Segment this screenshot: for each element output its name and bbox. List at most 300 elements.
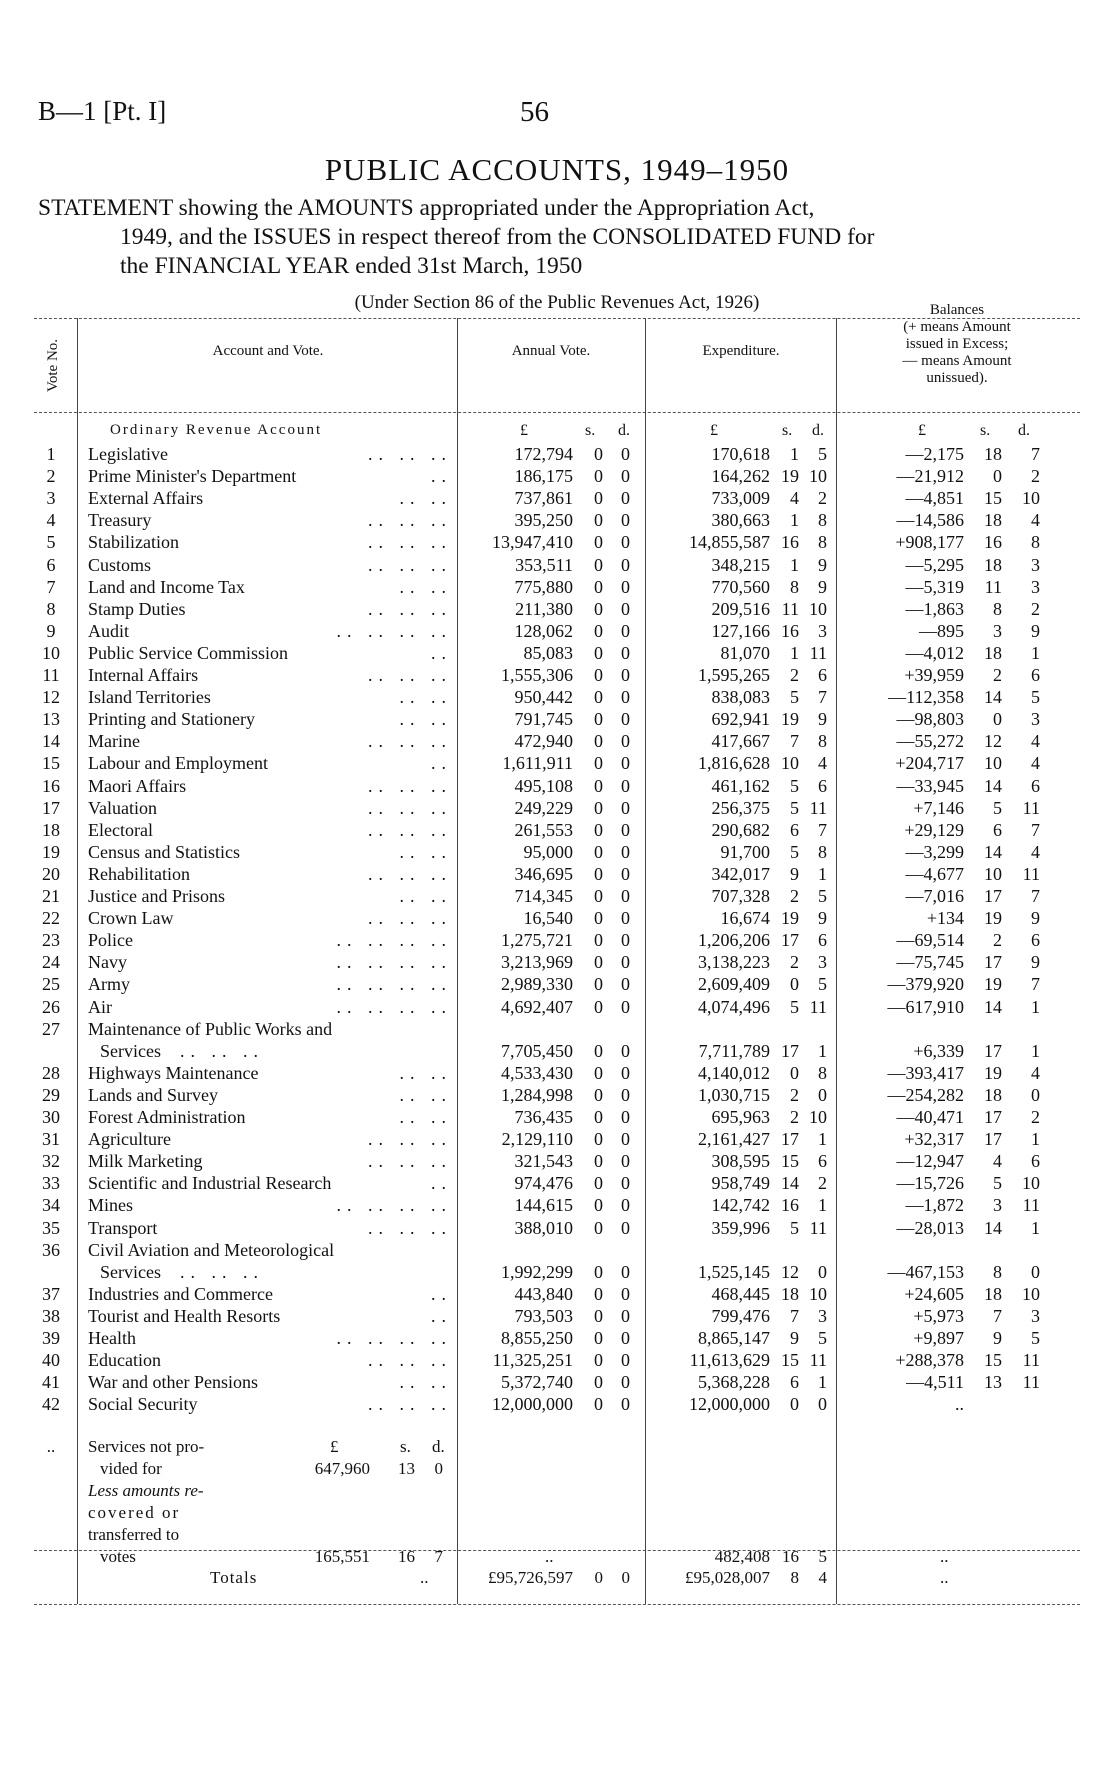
annual-vote-shillings: 0: [594, 488, 603, 509]
annual-vote-pounds: 2,989,330: [501, 974, 573, 995]
balance-pence: 6: [1031, 775, 1040, 796]
table-row: [0, 996, 1114, 1018]
balance-shillings: 8: [993, 598, 1002, 619]
table-row: [0, 1128, 1114, 1150]
annual-vote-pence: 0: [621, 886, 630, 906]
expenditure-shillings: 0: [790, 974, 799, 995]
services-amount-2-s: 16: [398, 1547, 415, 1566]
balance-shillings: 19: [984, 974, 1002, 995]
balance-pounds: +32,317: [904, 1129, 964, 1150]
expenditure-pounds: 359,996: [711, 1217, 770, 1238]
annual-vote-pence: 0: [621, 444, 630, 464]
balance-pounds: +24,605: [904, 1283, 964, 1304]
expenditure-shillings: 15: [781, 1151, 799, 1172]
balance-pounds: +29,129: [904, 819, 964, 840]
balance-pounds: —15,726: [896, 1173, 964, 1194]
balance-shillings: 9: [993, 1328, 1002, 1348]
account-name: Transport: [88, 1217, 158, 1238]
expenditure-pence: 11: [809, 1217, 827, 1238]
expenditure-pounds: 733,009: [711, 488, 770, 509]
balance-pounds: —617,910: [887, 996, 964, 1017]
page-number: 56: [520, 96, 549, 128]
annual-vote-pounds: 186,175: [514, 466, 573, 487]
vote-number: 40: [42, 1350, 60, 1371]
table-row: [0, 797, 1114, 819]
balance-shillings: 3: [993, 1195, 1002, 1216]
balance-pence: 1: [1031, 996, 1040, 1017]
account-name: Census and Statistics: [88, 841, 240, 862]
annual-vote-shillings: 0: [594, 1040, 603, 1061]
vote-number: 37: [42, 1283, 60, 1304]
table-row: [0, 554, 1114, 576]
expenditure-pence: 5: [818, 974, 827, 995]
annual-vote-pounds: 16,540: [523, 908, 573, 929]
table-row: [0, 1327, 1114, 1349]
balance-shillings: 15: [984, 488, 1002, 509]
expenditure-pounds: 91,700: [720, 841, 770, 862]
table-row: [0, 1217, 1114, 1239]
annual-vote-shillings: 0: [594, 709, 603, 730]
leader-dots: .. .. .. ..: [336, 930, 452, 951]
annual-vote-pounds: 321,543: [514, 1151, 573, 1172]
balance-pounds: —1,872: [905, 1195, 964, 1216]
expenditure-shillings: 5: [790, 775, 799, 796]
balance-pence: 1: [1031, 642, 1040, 663]
balance-shillings: 3: [993, 620, 1002, 641]
annual-vote-pounds: 95,000: [523, 841, 573, 862]
balance-pence: 8: [1031, 532, 1040, 553]
account-name-continued: Services: [100, 1261, 161, 1282]
account-name: Land and Income Tax: [88, 576, 245, 597]
expenditure-shillings: 1: [790, 554, 799, 575]
balance-pence: 3: [1031, 709, 1040, 730]
account-name: Education: [88, 1350, 161, 1371]
services-line-3: Less amounts re-: [88, 1481, 204, 1500]
annual-vote-pence: 0: [621, 841, 630, 862]
balance-pence: 4: [1031, 1062, 1040, 1083]
account-name: Forest Administration: [88, 1107, 246, 1127]
totals-annual-s: 0: [594, 1568, 603, 1587]
annual-vote-pence: 0: [621, 642, 630, 663]
leader-dots: .. ..: [399, 576, 452, 597]
expenditure-pence: 10: [809, 1107, 827, 1127]
expenditure-shillings: 19: [781, 709, 799, 730]
expenditure-pounds: 692,941: [711, 709, 770, 730]
leader-dots: .. .. ..: [368, 731, 452, 752]
annual-vote-shillings: 0: [594, 1195, 603, 1216]
balance-shillings: 12: [984, 731, 1002, 752]
expenditure-shillings: 16: [781, 1195, 799, 1216]
account-name: Stamp Duties: [88, 598, 186, 619]
annual-vote-shillings: 0: [594, 687, 603, 708]
annual-vote-pence: 0: [621, 1350, 630, 1371]
annual-vote-pounds: 737,861: [514, 488, 573, 509]
totals-leader: ..: [420, 1568, 429, 1587]
annual-vote-shillings: 0: [594, 532, 603, 553]
table-row: [0, 1062, 1114, 1084]
table-row: [0, 443, 1114, 465]
annual-vote-pounds: 395,250: [514, 510, 573, 531]
annual-vote-pounds: 7,705,450: [501, 1040, 573, 1061]
expenditure-shillings: 16: [781, 620, 799, 641]
account-name-continued: Services: [100, 1040, 161, 1061]
document-title: PUBLIC ACCOUNTS, 1949–1950: [324, 152, 790, 187]
annual-vote-pounds: 1,284,998: [501, 1084, 573, 1105]
balance-pence: 1: [1031, 1040, 1040, 1061]
expenditure-pence: 1: [818, 1372, 827, 1393]
balance-pounds: ..: [955, 1394, 964, 1415]
balance-shillings: 14: [984, 996, 1002, 1017]
totals-expenditure-d: 4: [818, 1568, 827, 1587]
balance-pounds: —98,803: [896, 709, 964, 730]
leader-dots: .. ..: [399, 709, 452, 730]
expenditure-pence: 3: [818, 1305, 827, 1326]
expenditure-pence: 5: [818, 886, 827, 906]
annual-vote-pence: 0: [621, 1151, 630, 1172]
account-name: Valuation: [88, 797, 157, 818]
annual-vote-pence: 0: [621, 1129, 630, 1150]
balance-pounds: —895: [919, 620, 964, 641]
account-name: Civil Aviation and Meteorological: [88, 1239, 335, 1260]
expenditure-pounds: 461,162: [711, 775, 770, 796]
exp-s-unit: s.: [782, 422, 793, 439]
vote-number: 30: [42, 1107, 60, 1127]
account-name: Tourist and Health Resorts: [88, 1305, 281, 1326]
expenditure-pounds: 348,215: [711, 554, 770, 575]
annual-vote-shillings: 0: [594, 665, 603, 685]
expenditure-pence: 9: [818, 554, 827, 575]
annual-vote-pounds: 472,940: [514, 731, 573, 752]
balance-shillings: 0: [993, 466, 1002, 487]
balance-shillings: 17: [984, 952, 1002, 973]
vote-number: 39: [42, 1328, 60, 1348]
expenditure-pounds: 290,682: [711, 819, 770, 840]
table-row: [0, 509, 1114, 531]
expenditure-shillings: 5: [790, 996, 799, 1017]
table-row: [0, 929, 1114, 951]
leader-dots: .. .. .. ..: [336, 952, 452, 973]
leader-dots: .. .. ..: [368, 819, 452, 840]
vote-number: 25: [42, 974, 60, 995]
annual-vote-pounds: 1,611,911: [502, 753, 573, 774]
expenditure-pence: 3: [818, 952, 827, 973]
vote-number: 20: [42, 863, 60, 884]
annual-vote-pence: 0: [621, 1040, 630, 1061]
table-row: [0, 752, 1114, 774]
balance-pounds: —7,016: [905, 886, 964, 906]
annual-vote-pounds: 3,213,969: [501, 952, 573, 973]
table-row: [0, 664, 1114, 686]
balance-pounds: —4,511: [906, 1372, 964, 1393]
annual-vote-pence: 0: [621, 753, 630, 774]
vote-number: 33: [42, 1173, 60, 1194]
account-name: Rehabilitation: [88, 863, 190, 884]
annual-vote-pence: 0: [621, 1305, 630, 1326]
annual-vote-pence: 0: [621, 709, 630, 730]
expenditure-shillings: 5: [790, 687, 799, 708]
totals-label: Totals: [210, 1568, 258, 1587]
leader-dots: .. .. ..: [368, 908, 452, 929]
balance-pence: 4: [1031, 841, 1040, 862]
balance-pounds: +5,973: [913, 1305, 964, 1326]
expenditure-pence: 6: [818, 1151, 827, 1172]
exp-d-unit: d.: [812, 422, 824, 439]
expenditure-shillings: 5: [790, 841, 799, 862]
expenditure-pounds: 4,074,496: [698, 996, 770, 1017]
expenditure-pence: 6: [818, 665, 827, 685]
expenditure-pence: 8: [818, 731, 827, 752]
balance-shillings: 5: [993, 797, 1002, 818]
vote-number: 24: [42, 952, 60, 973]
services-expenditure-s: 16: [782, 1547, 799, 1566]
annual-vote-pounds: 11,325,251: [492, 1350, 573, 1371]
balance-pence: 9: [1031, 620, 1040, 641]
vote-number: 28: [42, 1062, 60, 1083]
bal-pound-unit: £: [918, 422, 926, 439]
vote-number: 15: [42, 753, 60, 774]
annual-vote-pence: 0: [621, 554, 630, 575]
totals-balance: ..: [940, 1568, 949, 1587]
vote-number: 42: [42, 1394, 60, 1415]
totals-annual-d: 0: [621, 1568, 630, 1587]
leader-dots: .. ..: [399, 488, 452, 509]
balance-shillings: 17: [984, 1040, 1002, 1061]
balance-pounds: —12,947: [896, 1151, 964, 1172]
balance-pounds: +288,378: [895, 1350, 964, 1371]
vote-number: 31: [42, 1129, 60, 1150]
vote-number: 36: [42, 1239, 60, 1260]
leader-dots: .. .. .. ..: [336, 1195, 452, 1216]
annual-vote-pence: 0: [621, 1283, 630, 1304]
expenditure-pence: 9: [818, 576, 827, 597]
annual-vote-shillings: 0: [594, 576, 603, 597]
annual-vote-pence: 0: [621, 620, 630, 641]
section-heading: Ordinary Revenue Account: [110, 422, 323, 438]
annual-vote-shillings: 0: [594, 908, 603, 929]
table-row: [0, 1106, 1114, 1128]
annual-vote-pounds: 793,503: [514, 1305, 573, 1326]
account-name: Maintenance of Public Works and: [88, 1018, 333, 1039]
expenditure-shillings: 14: [781, 1173, 799, 1194]
table-row: [0, 841, 1114, 863]
services-line-1: Services not pro-: [88, 1437, 205, 1456]
annual-vote-shillings: 0: [594, 554, 603, 575]
vote-number: 5: [46, 532, 56, 553]
expenditure-pence: 4: [818, 753, 827, 774]
table-row: [0, 885, 1114, 907]
balance-pence: 4: [1031, 731, 1040, 752]
expenditure-pence: 7: [818, 687, 827, 708]
balance-pence: 11: [1022, 1350, 1040, 1371]
balance-shillings: 15: [984, 1350, 1002, 1371]
annual-vote-shillings: 0: [594, 1107, 603, 1127]
account-name: Health: [88, 1328, 136, 1348]
vote-number: 1: [46, 444, 56, 464]
expenditure-pounds: 1,030,715: [698, 1084, 770, 1105]
account-name: Internal Affairs: [88, 665, 199, 685]
expenditure-pounds: 958,749: [711, 1173, 770, 1194]
annual-vote-pounds: 346,695: [514, 863, 573, 884]
expenditure-shillings: 11: [781, 598, 799, 619]
annual-vote-shillings: 0: [594, 510, 603, 531]
balance-pence: 4: [1031, 753, 1040, 774]
expenditure-pounds: 170,618: [711, 444, 770, 464]
annual-vote-pounds: 974,476: [514, 1173, 573, 1194]
expenditure-pounds: 8,865,147: [698, 1328, 770, 1348]
balance-shillings: 13: [984, 1372, 1002, 1393]
annual-vote-pounds: 714,345: [514, 886, 573, 906]
annual-vote-shillings: 0: [594, 598, 603, 619]
expenditure-pence: 10: [809, 598, 827, 619]
account-name: Navy: [88, 952, 127, 973]
expenditure-shillings: 7: [790, 731, 799, 752]
expenditure-shillings: 2: [790, 886, 799, 906]
services-amount-1: 647,960: [314, 1459, 370, 1478]
page-ref: B—1 [Pt. I]: [38, 96, 167, 126]
leader-dots: .. .. ..: [368, 1151, 452, 1172]
annual-vote-shillings: 0: [594, 797, 603, 818]
annual-vote-shillings: 0: [594, 642, 603, 663]
expenditure-pounds: 2,161,427: [698, 1129, 770, 1150]
vote-number: 29: [42, 1084, 60, 1105]
expenditure-pence: 1: [818, 1195, 827, 1216]
expenditure-pounds: 81,070: [720, 642, 770, 663]
account-name: Agriculture: [88, 1129, 171, 1150]
leader-dots: .. ..: [399, 841, 452, 862]
services-line-6: votes: [100, 1547, 136, 1566]
balance-shillings: 19: [984, 1062, 1002, 1083]
balance-pence: 9: [1031, 952, 1040, 973]
annual-vote-shillings: 0: [594, 1394, 603, 1415]
vote-number: 2: [46, 466, 56, 487]
account-name: Social Security: [88, 1394, 198, 1415]
annual-vote-pounds: 4,533,430: [501, 1062, 573, 1083]
annual-vote-pence: 0: [621, 1328, 630, 1348]
vote-number: 38: [42, 1305, 60, 1326]
expenditure-pounds: 12,000,000: [689, 1394, 770, 1415]
table-row: [0, 863, 1114, 885]
expenditure-pence: 11: [809, 797, 827, 818]
annual-vote-pounds: 353,511: [515, 554, 573, 575]
totals-expenditure: £95,028,007: [685, 1568, 770, 1587]
expenditure-pence: 2: [818, 488, 827, 509]
annual-vote-pence: 0: [621, 1261, 630, 1282]
leader-dots: ..: [431, 1173, 452, 1194]
balance-pounds: +204,717: [895, 753, 964, 774]
balance-pence: 7: [1031, 444, 1040, 464]
table-row: [0, 1393, 1114, 1415]
services-pound-unit: £: [330, 1437, 339, 1456]
account-name: Milk Marketing: [88, 1151, 203, 1172]
column-head-expenditure: Expenditure.: [702, 343, 780, 359]
services-line-2: vided for: [100, 1459, 162, 1478]
annual-vote-shillings: 0: [594, 775, 603, 796]
expenditure-shillings: 1: [790, 642, 799, 663]
table-row: [0, 730, 1114, 752]
balance-pounds: —14,586: [896, 510, 964, 531]
table-row: [0, 487, 1114, 509]
annual-vote-pounds: 249,229: [514, 797, 573, 818]
annual-vote-shillings: 0: [594, 753, 603, 774]
account-name: War and other Pensions: [88, 1372, 259, 1393]
expenditure-shillings: 2: [790, 665, 799, 685]
balance-pence: 5: [1031, 1328, 1040, 1348]
expenditure-pounds: 770,560: [711, 576, 770, 597]
annual-vote-pounds: 2,129,110: [501, 1129, 573, 1150]
expenditure-shillings: 19: [781, 466, 799, 487]
expenditure-pounds: 16,674: [720, 908, 770, 929]
services-amount-1-s: 13: [398, 1459, 415, 1478]
leader-dots: .. .. ..: [368, 1394, 452, 1415]
account-name: Police: [88, 930, 133, 951]
annual-vote-shillings: 0: [594, 466, 603, 487]
balance-shillings: 4: [993, 1151, 1002, 1172]
annual-vote-pounds: 1,275,721: [501, 930, 573, 951]
vote-number: 3: [46, 488, 56, 509]
expenditure-pence: 9: [818, 908, 827, 929]
balance-shillings: 18: [984, 554, 1002, 575]
leader-dots: .. .. ..: [368, 532, 452, 553]
table-row: [0, 951, 1114, 973]
expenditure-pounds: 417,667: [711, 731, 770, 752]
balance-pence: 2: [1031, 466, 1040, 487]
leader-dots: .. ..: [399, 1372, 452, 1393]
annual-vote-shillings: 0: [594, 1084, 603, 1105]
expenditure-pence: 11: [809, 642, 827, 663]
annual-vote-shillings: 0: [594, 1151, 603, 1172]
expenditure-shillings: 6: [790, 1372, 799, 1393]
annual-vote-shillings: 0: [594, 930, 603, 951]
balance-pence: 3: [1031, 576, 1040, 597]
annual-vote-pounds: 388,010: [514, 1217, 573, 1238]
annual-vote-pounds: 172,794: [514, 444, 573, 464]
annual-vote-pence: 0: [621, 775, 630, 796]
balance-pence: 11: [1022, 863, 1040, 884]
vote-number: 19: [42, 841, 60, 862]
services-d-unit: d.: [432, 1437, 445, 1456]
services-amount-2: 165,551: [314, 1547, 370, 1566]
expenditure-pounds: 342,017: [711, 863, 770, 884]
account-name: Labour and Employment: [88, 753, 268, 774]
leader-dots: .. .. .. ..: [336, 996, 452, 1017]
expenditure-pounds: 695,963: [711, 1107, 770, 1127]
statement-line-3: the FINANCIAL YEAR ended 31st March, 1950: [120, 253, 583, 279]
services-amount-2-d: 7: [434, 1547, 443, 1566]
balance-shillings: 17: [984, 1129, 1002, 1150]
balance-shillings: 14: [984, 841, 1002, 862]
expenditure-pence: 10: [809, 466, 827, 487]
annual-vote-pounds: 12,000,000: [492, 1394, 573, 1415]
expenditure-pounds: 3,138,223: [698, 952, 770, 973]
leader-dots: .. .. ..: [368, 775, 452, 796]
annual-vote-pounds: 211,380: [515, 598, 573, 619]
annual-vote-shillings: 0: [594, 1062, 603, 1083]
expenditure-pence: 11: [809, 996, 827, 1017]
balance-pence: 6: [1031, 1151, 1040, 1172]
balance-shillings: 14: [984, 687, 1002, 708]
expenditure-shillings: 4: [790, 488, 799, 509]
column-head-vote-no: Vote No.: [45, 338, 62, 392]
balance-pence: 5: [1031, 687, 1040, 708]
leader-dots: .. .. ..: [368, 797, 452, 818]
services-line-5: transferred to: [88, 1525, 180, 1544]
balance-pence: 11: [1022, 1195, 1040, 1216]
account-name: Highways Maintenance: [88, 1062, 259, 1083]
balance-pounds: —69,514: [896, 930, 964, 951]
services-vote-no: ..: [46, 1437, 56, 1456]
vote-number: 26: [42, 996, 60, 1017]
table-row: [0, 686, 1114, 708]
